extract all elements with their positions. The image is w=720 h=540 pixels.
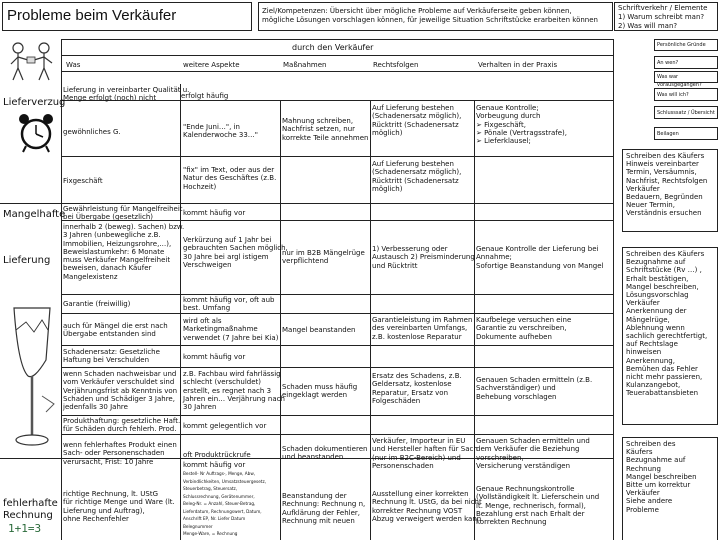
col-massnahmen: Maßnahmen	[283, 61, 327, 69]
writing-box	[614, 2, 718, 31]
page-title: Probleme beim Verkäufer	[7, 7, 177, 24]
col-praxis: Verhalten in der Praxis	[478, 61, 558, 69]
cell-ml-auch-recht: Garantieleistung im Rahmen des vereinbarten Umfangs, z.B. kostenlose Reparatur	[372, 316, 473, 341]
cell-ml-produkt2-recht: Verkäufer, Importeur in EU und Hersteller haften für Sach (nur im B2C-Bereich) und Personenschaden	[372, 437, 478, 470]
cell-ml-produkt2-aspekt: oft Produktrückrufe	[183, 451, 251, 459]
note-mangel	[622, 247, 718, 425]
divider	[61, 367, 614, 368]
cell-ml-auch: auch für Mängel die erst nach Übergabe entstanden sind	[63, 322, 168, 339]
section-header: durch den Verkäufer	[292, 43, 374, 52]
figures-illustration	[4, 38, 60, 84]
cell-fr-main-massnahme: Beanstandung der Rechnung: Rechnung n, Aufklärung der Fehler, Rechnung mit neuen	[282, 492, 366, 525]
cell-fr-main-aspekt: kommt häufig vor	[183, 461, 246, 469]
writing-item-1: 1) Warum schreibt man?	[618, 13, 705, 21]
divider	[61, 434, 614, 435]
row-label-lieferung: Lieferung	[3, 255, 51, 266]
divider	[61, 55, 614, 56]
cell-ml-frist: innerhalb 2 (beweg). Sachen) bzw. 3 Jahren (unbewegliche z.B. Immobilien, Heizungsrohre,…), Beweislastumkehr: 6 Monate muss Verkäufer Mangelfreiheit beweisen, danach Käufer Mangelexistenz	[63, 223, 185, 281]
alarm-clock-illustration	[14, 112, 58, 154]
cell-ml-schaden-aspekt: kommt häufig vor	[183, 353, 246, 361]
cell-ml-gewaehr-aspekt: kommt häufig vor	[183, 209, 246, 217]
cell-ml-auch-aspekt: wird oft als Marketingmaßnahme verwendet (7 Jahre bei Kia)	[183, 317, 279, 342]
note-was-vorausgegangen-text: Was war vorausgegangen?	[657, 74, 702, 88]
cell-fr-main-praxis: Genaue Rechnungskontrolle (Vollständigkeit lt. Lieferschein und lt. Menge, rechnerisch, formal), Bezahlung erst nach Erhalt der korrekten Rechnung	[476, 485, 600, 527]
divider	[61, 313, 614, 314]
broken-glass-illustration	[6, 300, 62, 460]
cell-lv-gewoehnlich-aspekt: "Ende Juni…", in Kalenderwoche 33…"	[183, 123, 259, 140]
note-an-wen	[654, 56, 718, 69]
cell-lv-fix-aspekt: "fix" im Text, oder aus der Natur des Geschäftes (z.B. Hochzeit)	[183, 166, 277, 191]
cell-ml-frist-recht: 1) Verbesserung oder Austausch 2) Preisminderung und Rücktritt	[372, 245, 475, 270]
cell-ml-schaden2-massnahme: Schaden muss häufig eingeklagt werden	[282, 383, 358, 400]
cell-ml-garantie: Garantie (freiwillig)	[63, 300, 131, 308]
divider	[0, 203, 614, 204]
divider	[61, 156, 614, 157]
divider	[474, 100, 475, 540]
col-aspekte: weitere Aspekte	[183, 61, 240, 69]
note-lieferverzug-text: Schreiben des Käufers Hinweis vereinbarter Termin, Versäumnis, Nachfrist, Rechtsfolgen Verkäufer Bedauern, Begründen Neuer Termin, Verständnis ersuchen	[626, 152, 708, 218]
writing-item-2: 2) Was will man?	[618, 22, 678, 30]
cell-fr-main: richtige Rechnung, lt. UStG für richtige Menge und Ware (lt. Lieferung und Auftrag), ohne Rechenfehler	[63, 490, 175, 523]
objectives-text: Ziel/Kompetenzen: Übersicht über mögliche Probleme auf Verkäuferseite geben können, mögliche Lösungen vorschlagen können, für jeweilige Situation Schriftstücke erarbeiten können	[262, 7, 598, 24]
note-schlusssatz	[654, 106, 718, 119]
cell-ml-schaden2-aspekt: z.B. Fachbau wird fahrlässig schlecht (verschuldet) erstellt, es regnet nach 3 Jahren ein… Verjährung nach 30 Jahren	[183, 370, 285, 412]
math-illustration: 1+1=3	[8, 522, 42, 535]
col-rechtsfolgen: Rechtsfolgen	[373, 61, 419, 69]
divider	[370, 100, 371, 540]
divider	[61, 415, 614, 416]
note-pers-gruende-text: Persönliche Gründe	[657, 42, 706, 48]
note-lieferverzug	[622, 149, 718, 232]
cell-fr-main-small: Bestell- Nr Auftrags-, Menge, Abw, Verbindlichkeiten, Umsatzsteuergesetz, Steuerbetrag, Steuersatz, Schlussrechnung, Gerätenummer, Beleg-Nr. = Anzahl, Steuer-Betrag, Lieferdatum, Rechnungswert, Datum, Anschrift EP, Nr. Liefer Datum Belegnummer Menge-Ware, = Rechnung	[183, 471, 266, 536]
note-schlusssatz-text: Schlusssatz / Übersicht	[657, 110, 715, 116]
cell-ml-schaden: Schadenersatz: Gesetzliche Haftung bei Verschulden	[63, 348, 160, 365]
cell-ml-produkt2-praxis: Genauen Schaden ermitteln und dem Verkäufer die Beziehung vorschreiben, Versicherung verständigen	[476, 437, 590, 470]
divider	[61, 345, 614, 346]
writing-box-title: Schriftverkehr / Elemente	[618, 4, 708, 12]
cell-ml-produkt2: wenn fehlerhaftes Produkt einen Sach- oder Personenschaden verursacht, Frist: 10 Jahre	[63, 441, 177, 466]
cell-lv-gewoehnlich: gewöhnliches G.	[63, 128, 121, 136]
divider	[180, 84, 181, 540]
cell-ml-produkt-aspekt: kommt gelegentlich vor	[183, 422, 267, 430]
note-pers-gruende	[654, 39, 718, 51]
cell-ml-frist-massnahme: nur im B2B Mängelrüge verpflichtend	[282, 249, 365, 266]
divider	[61, 294, 614, 295]
divider	[280, 100, 281, 540]
cell-ml-gewaehr: Gewährleistung für Mangelfreiheit bei Übergabe (gesetzlich)	[63, 205, 183, 222]
row-label-fehlerhafte: fehlerhafte Rechnung	[3, 498, 58, 521]
cell-lv-fix-recht: Auf Lieferung bestehen (Schadenersatz möglich), Rücktritt (Schadenersatz möglich)	[372, 160, 462, 193]
cell-ml-frist-aspekt: Verkürzung auf 1 Jahr bei gebrauchten Sachen möglich, 30 Jahre bei argl istigem Verschweigen	[183, 236, 288, 269]
cell-lv-gewoehnlich-massnahme: Mahnung schreiben, Nachfrist setzen, nur korrekte Teile annehmen	[282, 117, 369, 142]
divider	[61, 71, 614, 72]
cell-lv-main-aspekt: erfolgt häufig	[181, 92, 229, 100]
cell-lv-fix: Fixgeschäft	[63, 177, 103, 185]
cell-lv-main: Lieferung in vereinbarter Qualität u. Menge erfolgt (noch) nicht	[63, 86, 190, 103]
cell-ml-produkt: Produkthaftung: gesetzliche Haft. für Schäden durch fehlerh. Prod.	[63, 417, 181, 434]
note-beilagen-text: Beilagen	[657, 131, 679, 137]
note-an-wen-text: An wen?	[657, 60, 679, 66]
cell-ml-frist-praxis: Genaue Kontrolle der Lieferung bei Annahme; Sofortige Beanstandung von Mangel	[476, 245, 604, 270]
title-box	[2, 2, 252, 31]
cell-ml-auch-praxis: Kaufbelege versuchen eine Garantie zu verschreiben, Dokumente aufheben	[476, 316, 572, 341]
row-label-lieferverzug: Lieferverzug	[3, 97, 66, 108]
col-was: Was	[66, 61, 81, 69]
note-was-will-ich	[654, 88, 718, 101]
note-mangel-text: Schreiben des Käufers Bezugnahme auf Schriftstücke (Rv …) , Erhalt bestätigen, Mangel beschreiben, Lösungsvorschlag Verkäufer Anerkennung der Mängelrüge, Ablehnung wenn sachlich gerechtfertigt, auf Rechtslage hinweisen Anerkennung, Bemühen das Fehler nicht mehr passieren, Kulanzangebot, Teuerabattansbieten	[626, 250, 708, 398]
cell-ml-auch-massnahme: Mangel beanstanden	[282, 326, 356, 334]
cell-ml-schaden2-praxis: Genauen Schaden ermitteln (z.B. Sachverständiger) und Behebung vorschlagen	[476, 376, 593, 401]
note-beilagen	[654, 127, 718, 140]
cell-fr-main-recht: Ausstellung einer korrekten Rechnung lt. UStG, da bei nicht korrekter Rechnung VOST Abzug verweigert werden kann	[372, 490, 482, 523]
cell-ml-schaden2-recht: Ersatz des Schadens, z.B. Geldersatz, kostenlose Reparatur, Ersatz von Folgeschäden	[372, 372, 462, 405]
cell-lv-gewoehnlich-recht: Auf Lieferung bestehen (Schadenersatz möglich), Rücktritt (Schadenersatz möglich)	[372, 104, 462, 137]
note-rechnung-text: Schreiben des Käufers Bezugnahme auf Rechnung Mangel beschreiben Bitte um korrektur Verkäufer Siehe andere Probleme	[626, 440, 697, 514]
cell-ml-schaden2: wenn Schaden nachweisbar und vom Verkäufer verschuldet sind Verjährungsfrist ab Kenntnis von Schaden und Schädiger 3 Jahre, jedenfalls 30 Jahre	[63, 370, 178, 412]
cell-ml-produkt2-massnahme: Schaden dokumentieren und beanstanden	[282, 445, 368, 462]
objectives-box	[258, 2, 613, 31]
row-label-mangelhafte: Mangelhafte	[3, 209, 66, 220]
cell-ml-garantie-aspekt: kommt häufig vor, oft aub best. Umfang	[183, 296, 275, 313]
cell-lv-gewoehnlich-praxis: Genaue Kontrolle; Vorbeugung durch ➢ Fixgeschäft, ➢ Pönale (Vertragsstrafe), ➢ Lieferklausel;	[476, 104, 567, 146]
note-was-will-ich-text: Was will ich?	[657, 92, 689, 98]
note-was-vorausgegangen	[654, 71, 718, 88]
note-rechnung	[622, 437, 718, 540]
